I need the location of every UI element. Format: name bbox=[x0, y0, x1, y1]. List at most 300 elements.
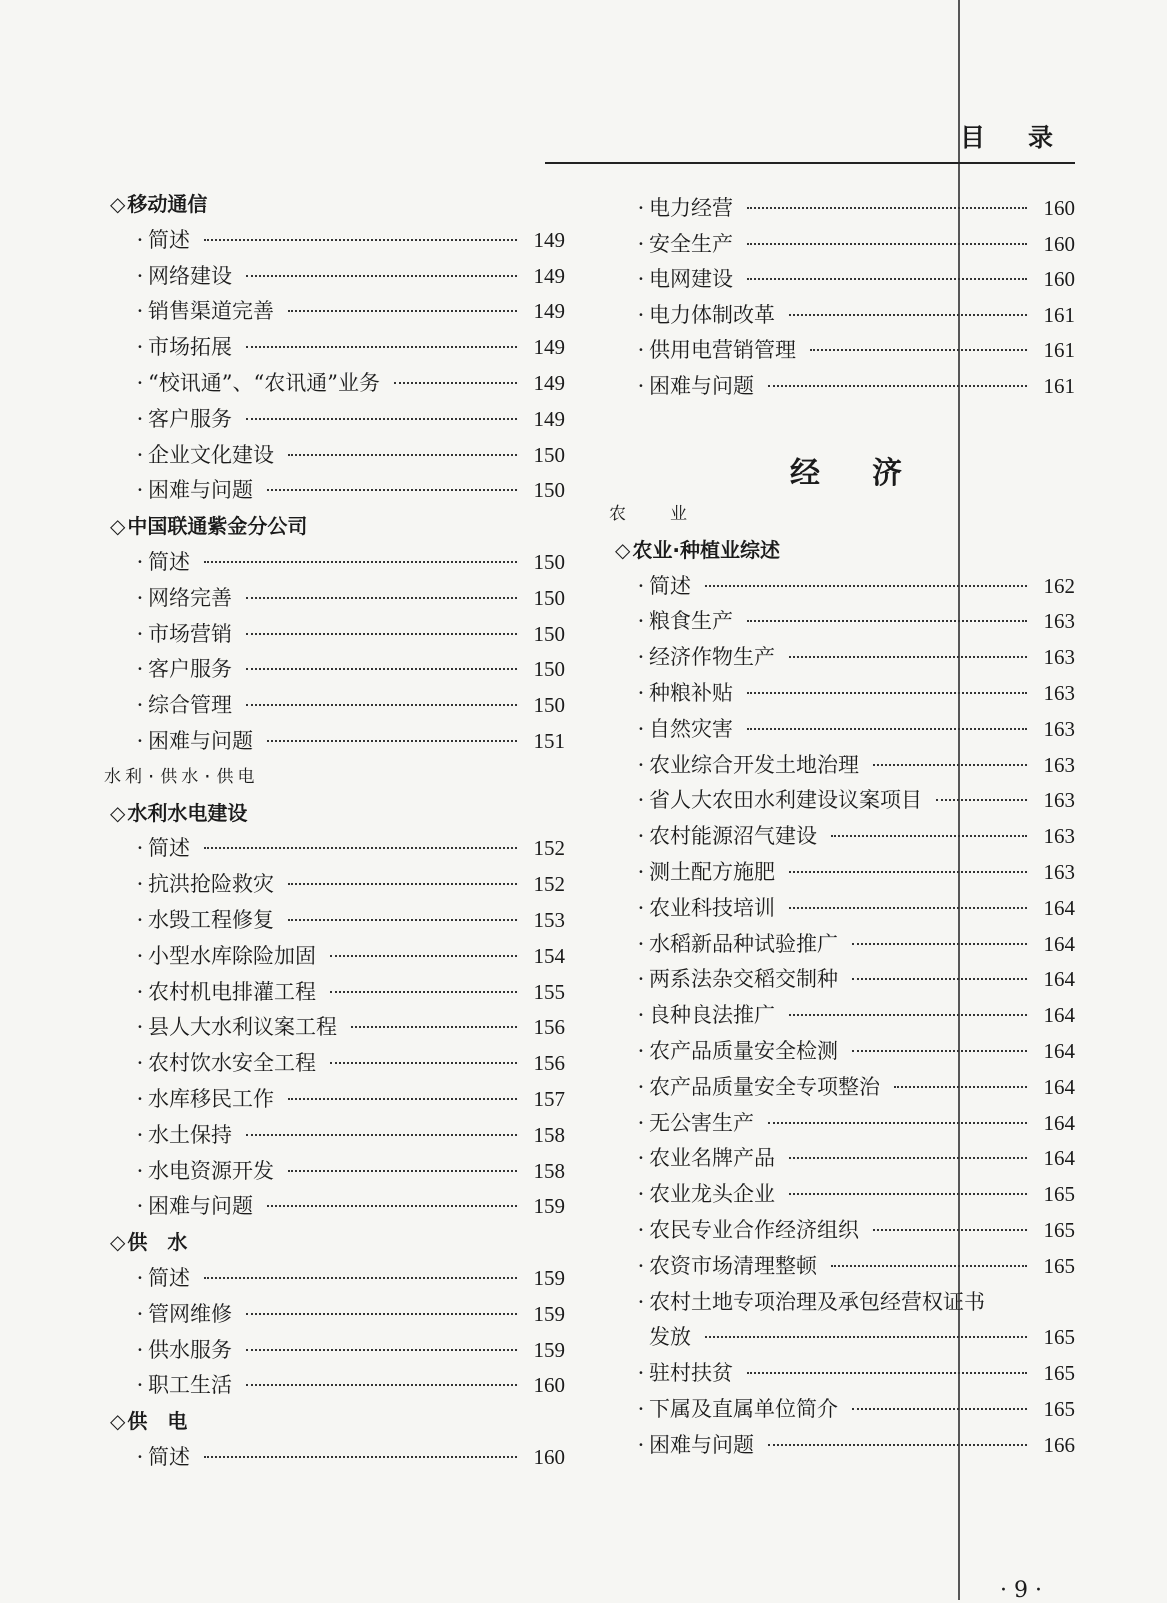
entry-label: 测土配方施肥 bbox=[649, 860, 775, 884]
toc-entry bbox=[633, 297, 1075, 333]
dot-leader bbox=[831, 835, 1027, 837]
page-number-ref: 158 bbox=[533, 1122, 565, 1147]
dot-leader bbox=[789, 1014, 1027, 1016]
diamond-icon: ◇ bbox=[110, 192, 126, 216]
page-number-ref: 165 bbox=[1043, 1361, 1075, 1386]
dot-leader bbox=[789, 1193, 1027, 1195]
entry-label: 下属及直属单位简介 bbox=[649, 1397, 838, 1421]
bullet-dot: · bbox=[637, 1003, 645, 1028]
entry-label: 水稻新品种试验推广 bbox=[649, 931, 838, 956]
toc-entry bbox=[132, 687, 565, 723]
dot-leader bbox=[789, 1157, 1027, 1159]
dot-leader bbox=[204, 239, 517, 241]
dot-leader bbox=[789, 314, 1027, 316]
entry-label: 水库移民工作 bbox=[148, 1087, 274, 1111]
page-number-ref: 163 bbox=[1043, 609, 1075, 634]
entry-label: 供用电营销管理 bbox=[649, 338, 796, 363]
toc-entry bbox=[633, 1105, 1075, 1141]
dot-leader bbox=[852, 943, 1027, 945]
dot-leader bbox=[204, 847, 517, 849]
toc-entry bbox=[132, 1117, 565, 1153]
entry-label: 困难与问题 bbox=[148, 478, 253, 503]
bullet-dot: · bbox=[637, 752, 645, 777]
entry-label: 水毁工程修复 bbox=[148, 908, 274, 932]
toc-entry bbox=[132, 472, 565, 508]
entry-label: 网络完善 bbox=[148, 585, 232, 610]
bullet-dot: · bbox=[637, 374, 645, 398]
toc-entry bbox=[132, 1332, 565, 1368]
page-number-ref: 162 bbox=[1043, 573, 1075, 598]
heading-char-1: 经 bbox=[790, 456, 820, 491]
dot-leader bbox=[852, 1050, 1027, 1052]
toc-entry bbox=[132, 293, 565, 329]
dot-leader bbox=[246, 346, 517, 348]
toc-entry bbox=[132, 1153, 565, 1189]
bullet-dot: · bbox=[136, 1087, 144, 1111]
toc-entry bbox=[633, 926, 1075, 962]
bullet-dot: · bbox=[637, 716, 645, 741]
page-number-ref: 152 bbox=[533, 836, 565, 861]
bullet-dot: · bbox=[136, 943, 144, 968]
section-title-text: 农业·种植业综述 bbox=[632, 537, 780, 562]
diamond-icon: ◇ bbox=[615, 537, 631, 562]
bullet-dot: · bbox=[136, 1194, 144, 1219]
entry-label: 电力经营 bbox=[649, 196, 733, 220]
page-number-ref: 149 bbox=[533, 335, 565, 360]
entry-label: 水电资源开发 bbox=[148, 1158, 274, 1183]
page-number-ref: 149 bbox=[533, 299, 565, 324]
toc-entry bbox=[132, 365, 565, 401]
dot-leader bbox=[873, 1229, 1027, 1231]
toc-entry bbox=[132, 830, 565, 866]
dot-leader bbox=[810, 349, 1027, 351]
toc-entry bbox=[132, 1260, 565, 1296]
page-number: · 9 · bbox=[1000, 1578, 1042, 1603]
entry-label: 抗洪抢险救灾 bbox=[148, 872, 274, 897]
bullet-dot: · bbox=[136, 729, 144, 753]
page-number-ref: 160 bbox=[1043, 267, 1075, 292]
toc-entry bbox=[132, 651, 565, 687]
dot-leader bbox=[873, 764, 1027, 766]
page-number-ref: 161 bbox=[1043, 302, 1075, 327]
page-number-ref: 152 bbox=[533, 872, 565, 897]
page-number-ref: 156 bbox=[533, 1051, 565, 1076]
dot-leader bbox=[768, 1444, 1027, 1446]
toc-entry bbox=[633, 1248, 1075, 1284]
entry-label: 农业综合开发土地治理 bbox=[649, 752, 859, 777]
bullet-dot: · bbox=[637, 1289, 645, 1314]
bullet-dot: · bbox=[637, 1432, 645, 1457]
bullet-dot: · bbox=[637, 1361, 645, 1386]
bullet-dot: · bbox=[136, 1051, 144, 1076]
dot-leader bbox=[747, 243, 1027, 245]
entry-label: 简述 bbox=[148, 1445, 190, 1469]
entry-label: 电力体制改革 bbox=[649, 302, 775, 327]
entry-label: 经济作物生产 bbox=[649, 645, 775, 670]
dot-leader bbox=[831, 1265, 1027, 1267]
dot-leader bbox=[267, 740, 517, 742]
page-number-ref: 151 bbox=[533, 729, 565, 753]
page-number-ref: 150 bbox=[533, 585, 565, 610]
bullet-dot: · bbox=[637, 573, 645, 598]
page-number-ref: 160 bbox=[533, 1373, 565, 1398]
entry-label: 水土保持 bbox=[148, 1122, 232, 1147]
entry-label: 县人大水利议案工程 bbox=[148, 1015, 337, 1040]
dot-leader bbox=[246, 597, 517, 599]
bullet-dot: · bbox=[136, 1373, 144, 1398]
dot-leader bbox=[204, 1277, 517, 1279]
toc-entry bbox=[633, 997, 1075, 1033]
page-number-ref: 149 bbox=[533, 263, 565, 288]
page-number-ref: 159 bbox=[533, 1337, 565, 1362]
toc-entry bbox=[633, 568, 1075, 604]
section-title-text: 水利水电建设 bbox=[127, 800, 248, 825]
bullet-dot: · bbox=[637, 681, 645, 705]
entry-label: 困难与问题 bbox=[649, 374, 754, 398]
entry-label: 简述 bbox=[148, 1266, 190, 1290]
entry-label: 农产品质量安全检测 bbox=[649, 1039, 838, 1063]
toc-entry bbox=[633, 782, 1075, 818]
bullet-dot: · bbox=[136, 299, 144, 324]
dot-leader bbox=[747, 692, 1027, 694]
page-number-ref: 165 bbox=[1043, 1218, 1075, 1242]
entry-label: 简述 bbox=[148, 550, 190, 574]
entry-label: 两系法杂交稻交制种 bbox=[649, 967, 838, 992]
dot-leader bbox=[330, 1062, 517, 1064]
toc-entry bbox=[132, 723, 565, 759]
page-number-ref: 156 bbox=[533, 1015, 565, 1040]
page-number-ref: 161 bbox=[1043, 374, 1075, 398]
section-title bbox=[110, 186, 207, 222]
entry-label: 农村机电排灌工程 bbox=[148, 979, 316, 1004]
toc-entry bbox=[132, 974, 565, 1010]
toc-entry bbox=[132, 222, 565, 258]
bullet-dot: · bbox=[637, 967, 645, 992]
bullet-dot: · bbox=[637, 1110, 645, 1135]
section-title-text: 供 水 bbox=[127, 1230, 188, 1255]
toc-entry bbox=[132, 437, 565, 473]
dot-leader bbox=[246, 1349, 517, 1351]
section-title-text: 中国联通紫金分公司 bbox=[127, 514, 308, 539]
page-number-ref: 164 bbox=[1043, 1003, 1075, 1028]
page-number-ref: 149 bbox=[533, 227, 565, 252]
bullet-dot: · bbox=[637, 860, 645, 884]
dot-leader bbox=[747, 1372, 1027, 1374]
page-number-ref: 159 bbox=[533, 1266, 565, 1290]
bullet-dot: · bbox=[136, 442, 144, 467]
entry-label: 企业文化建设 bbox=[148, 442, 274, 467]
toc-entry bbox=[132, 938, 565, 974]
dot-leader bbox=[288, 883, 517, 885]
toc-entry bbox=[132, 1009, 565, 1045]
bullet-dot: · bbox=[637, 231, 645, 256]
page-number-ref: 150 bbox=[533, 442, 565, 467]
toc-entry bbox=[132, 1045, 565, 1081]
toc-entry bbox=[132, 1081, 565, 1117]
bullet-dot: · bbox=[136, 693, 144, 718]
dot-leader bbox=[394, 382, 517, 384]
header-char-1: 目 bbox=[960, 123, 986, 152]
bullet-dot: · bbox=[136, 1301, 144, 1326]
toc-entry bbox=[633, 747, 1075, 783]
page-number-ref: 164 bbox=[1043, 895, 1075, 920]
toc-entry bbox=[633, 818, 1075, 854]
dot-leader bbox=[747, 728, 1027, 730]
entry-label: 电网建设 bbox=[649, 267, 733, 292]
dot-leader bbox=[246, 275, 517, 277]
toc-entry bbox=[633, 1069, 1075, 1105]
entry-label: 简述 bbox=[148, 836, 190, 861]
entry-label: 农业龙头企业 bbox=[649, 1182, 775, 1207]
entry-label: 种粮补贴 bbox=[649, 681, 733, 705]
page-number-ref: 150 bbox=[533, 657, 565, 682]
page-number-ref: 164 bbox=[1043, 931, 1075, 956]
page-number-ref: 164 bbox=[1043, 1039, 1075, 1063]
page-number-ref: 166 bbox=[1043, 1432, 1075, 1457]
entry-label: 市场拓展 bbox=[148, 335, 232, 360]
entry-label: 自然灾害 bbox=[649, 716, 733, 741]
page-number-ref: 163 bbox=[1043, 681, 1075, 705]
page-number-ref: 161 bbox=[1043, 338, 1075, 363]
toc-entry bbox=[633, 675, 1075, 711]
entry-label: “校讯通”、“农讯通”业务 bbox=[148, 371, 380, 395]
dot-leader bbox=[747, 620, 1027, 622]
page-number-ref: 158 bbox=[533, 1158, 565, 1183]
toc-entry bbox=[132, 866, 565, 902]
entry-label: 省人大农田水利建设议案项目 bbox=[649, 788, 922, 813]
bullet-dot: · bbox=[637, 824, 645, 849]
bullet-dot: · bbox=[136, 1266, 144, 1290]
entry-label: 客户服务 bbox=[148, 406, 232, 431]
dot-leader bbox=[246, 704, 517, 706]
entry-label: 销售渠道完善 bbox=[148, 299, 274, 324]
diamond-icon: ◇ bbox=[110, 514, 126, 539]
toc-entry bbox=[633, 332, 1075, 368]
toc-entry bbox=[132, 401, 565, 437]
entry-label: 困难与问题 bbox=[649, 1432, 754, 1457]
dot-leader bbox=[246, 1313, 517, 1315]
toc-entry bbox=[633, 368, 1075, 404]
bullet-dot: · bbox=[637, 1039, 645, 1063]
diamond-icon: ◇ bbox=[110, 1409, 126, 1434]
section-title-text: 移动通信 bbox=[127, 192, 208, 216]
page-number-ref: 159 bbox=[533, 1301, 565, 1326]
page-number-ref: 163 bbox=[1043, 645, 1075, 670]
entry-label: 管网维修 bbox=[148, 1301, 232, 1326]
page-number-ref: 150 bbox=[533, 478, 565, 503]
entry-label: 农村土地专项治理及承包经营权证书 bbox=[649, 1289, 985, 1314]
page-number-ref: 165 bbox=[1043, 1182, 1075, 1207]
bullet-dot: · bbox=[637, 302, 645, 327]
bullet-dot: · bbox=[136, 657, 144, 682]
dot-leader bbox=[267, 489, 517, 491]
dot-leader bbox=[330, 991, 517, 993]
entry-label: 综合管理 bbox=[148, 693, 232, 718]
diamond-icon: ◇ bbox=[110, 800, 126, 825]
entry-label: 粮食生产 bbox=[649, 609, 733, 634]
bullet-dot: · bbox=[637, 1397, 645, 1421]
section-title bbox=[615, 532, 780, 568]
bullet-dot: · bbox=[136, 335, 144, 360]
page-number-ref: 165 bbox=[1043, 1253, 1075, 1278]
entry-label: 简述 bbox=[148, 227, 190, 252]
bullet-dot: · bbox=[637, 1146, 645, 1171]
bullet-dot: · bbox=[136, 979, 144, 1004]
toc-entry bbox=[633, 961, 1075, 997]
dot-leader bbox=[789, 656, 1027, 658]
bullet-dot: · bbox=[637, 196, 645, 220]
entry-label: 农业科技培训 bbox=[649, 895, 775, 920]
bullet-dot: · bbox=[637, 338, 645, 363]
section-title bbox=[110, 1224, 187, 1260]
toc-entry bbox=[132, 329, 565, 365]
category-title: 水利·供水·供电 bbox=[104, 766, 259, 787]
page-number-ref: 150 bbox=[533, 550, 565, 574]
bullet-dot: · bbox=[637, 609, 645, 634]
page-number-ref: 160 bbox=[533, 1445, 565, 1469]
toc-entry bbox=[633, 639, 1075, 675]
section-title bbox=[110, 795, 247, 831]
page-number-ref: 154 bbox=[533, 943, 565, 968]
toc-entry bbox=[633, 890, 1075, 926]
toc-entry bbox=[633, 261, 1075, 297]
category-title: 农业 bbox=[609, 504, 731, 524]
entry-label: 农村饮水安全工程 bbox=[148, 1051, 316, 1076]
entry-label: 职工生活 bbox=[148, 1373, 232, 1398]
page-number-ref: 159 bbox=[533, 1194, 565, 1219]
page-number-ref: 155 bbox=[533, 979, 565, 1004]
page-number-ref: 150 bbox=[533, 693, 565, 718]
bullet-dot: · bbox=[637, 931, 645, 956]
toc-entry bbox=[633, 711, 1075, 747]
bullet-dot: · bbox=[136, 406, 144, 431]
dot-leader bbox=[747, 278, 1027, 280]
bullet-dot: · bbox=[136, 908, 144, 932]
dot-leader bbox=[267, 1205, 517, 1207]
page-number-ref: 163 bbox=[1043, 860, 1075, 884]
page-number-ref: 163 bbox=[1043, 824, 1075, 849]
toc-entry bbox=[132, 580, 565, 616]
page-number-ref: 165 bbox=[1043, 1325, 1075, 1350]
heading-char-2: 济 bbox=[872, 456, 902, 491]
toc-entry bbox=[132, 1296, 565, 1332]
entry-label: 发放 bbox=[649, 1325, 691, 1350]
toc-entry bbox=[633, 1391, 1075, 1427]
bullet-dot: · bbox=[136, 1122, 144, 1147]
toc-entry bbox=[132, 544, 565, 580]
bullet-dot: · bbox=[136, 585, 144, 610]
toc-entry bbox=[633, 1427, 1075, 1463]
dot-leader bbox=[288, 310, 517, 312]
toc-entry bbox=[633, 854, 1075, 890]
bullet-dot: · bbox=[136, 1158, 144, 1183]
entry-label: 农产品质量安全专项整治 bbox=[649, 1074, 880, 1099]
bullet-dot: · bbox=[136, 621, 144, 646]
toc-entry bbox=[633, 1212, 1075, 1248]
entry-label: 供水服务 bbox=[148, 1337, 232, 1362]
dot-leader bbox=[204, 1456, 517, 1458]
section-title-text: 供 电 bbox=[127, 1409, 188, 1434]
dot-leader bbox=[288, 1098, 517, 1100]
dot-leader bbox=[288, 454, 517, 456]
entry-label: 农村能源沼气建设 bbox=[649, 824, 817, 849]
page-number-ref: 153 bbox=[533, 908, 565, 932]
bullet-dot: · bbox=[136, 550, 144, 574]
bullet-dot: · bbox=[136, 478, 144, 503]
dot-leader bbox=[705, 585, 1027, 587]
toc-entry bbox=[132, 902, 565, 938]
dot-leader bbox=[288, 1170, 517, 1172]
toc-entry bbox=[633, 190, 1075, 226]
entry-label: 网络建设 bbox=[148, 263, 232, 288]
entry-label: 农业名牌产品 bbox=[649, 1146, 775, 1171]
dot-leader bbox=[246, 633, 517, 635]
toc-entry bbox=[132, 1439, 565, 1475]
bullet-dot: · bbox=[136, 1015, 144, 1040]
section-title bbox=[110, 1403, 187, 1439]
dot-leader bbox=[330, 955, 517, 957]
dot-leader bbox=[894, 1086, 1027, 1088]
toc-entry bbox=[132, 258, 565, 294]
dot-leader bbox=[288, 919, 517, 921]
dot-leader bbox=[852, 978, 1027, 980]
bullet-dot: · bbox=[136, 227, 144, 252]
page-number-ref: 157 bbox=[533, 1087, 565, 1111]
bullet-dot: · bbox=[637, 645, 645, 670]
toc-entry bbox=[132, 1188, 565, 1224]
entry-label: 无公害生产 bbox=[649, 1110, 754, 1135]
header-char-2: 录 bbox=[1028, 123, 1054, 152]
toc-entry bbox=[633, 226, 1075, 262]
dot-leader bbox=[204, 561, 517, 563]
dot-leader bbox=[789, 871, 1027, 873]
page-number-ref: 160 bbox=[1043, 196, 1075, 220]
bullet-dot: · bbox=[637, 1182, 645, 1207]
toc-entry bbox=[633, 1033, 1075, 1069]
dot-leader bbox=[246, 668, 517, 670]
dot-leader bbox=[789, 907, 1027, 909]
toc-entry bbox=[633, 1284, 1075, 1320]
entry-label: 安全生产 bbox=[649, 231, 733, 256]
dot-leader bbox=[351, 1026, 517, 1028]
bullet-dot: · bbox=[136, 371, 144, 395]
page-number-ref: 163 bbox=[1043, 788, 1075, 813]
page-number-ref: 164 bbox=[1043, 967, 1075, 992]
page-number-ref: 164 bbox=[1043, 1110, 1075, 1135]
bullet-dot: · bbox=[637, 1218, 645, 1242]
entry-label: 市场营销 bbox=[148, 621, 232, 646]
header-rule bbox=[545, 162, 1075, 164]
entry-label: 农资市场清理整顿 bbox=[649, 1253, 817, 1278]
bullet-dot: · bbox=[136, 1337, 144, 1362]
toc-entry bbox=[633, 1140, 1075, 1176]
dot-leader bbox=[246, 1134, 517, 1136]
bullet-dot: · bbox=[136, 872, 144, 897]
bullet-dot: · bbox=[637, 1253, 645, 1278]
bullet-dot: · bbox=[637, 895, 645, 920]
entry-label: 小型水库除险加固 bbox=[148, 943, 316, 968]
dot-leader bbox=[936, 799, 1027, 801]
dot-leader bbox=[246, 1384, 517, 1386]
page-number-ref: 164 bbox=[1043, 1146, 1075, 1171]
dot-leader bbox=[768, 385, 1027, 387]
page-number-ref: 163 bbox=[1043, 752, 1075, 777]
toc-entry bbox=[633, 1355, 1075, 1391]
dot-leader bbox=[768, 1122, 1027, 1124]
bullet-dot: · bbox=[637, 1074, 645, 1099]
toc-entry bbox=[132, 1367, 565, 1403]
entry-label: 简述 bbox=[649, 573, 691, 598]
